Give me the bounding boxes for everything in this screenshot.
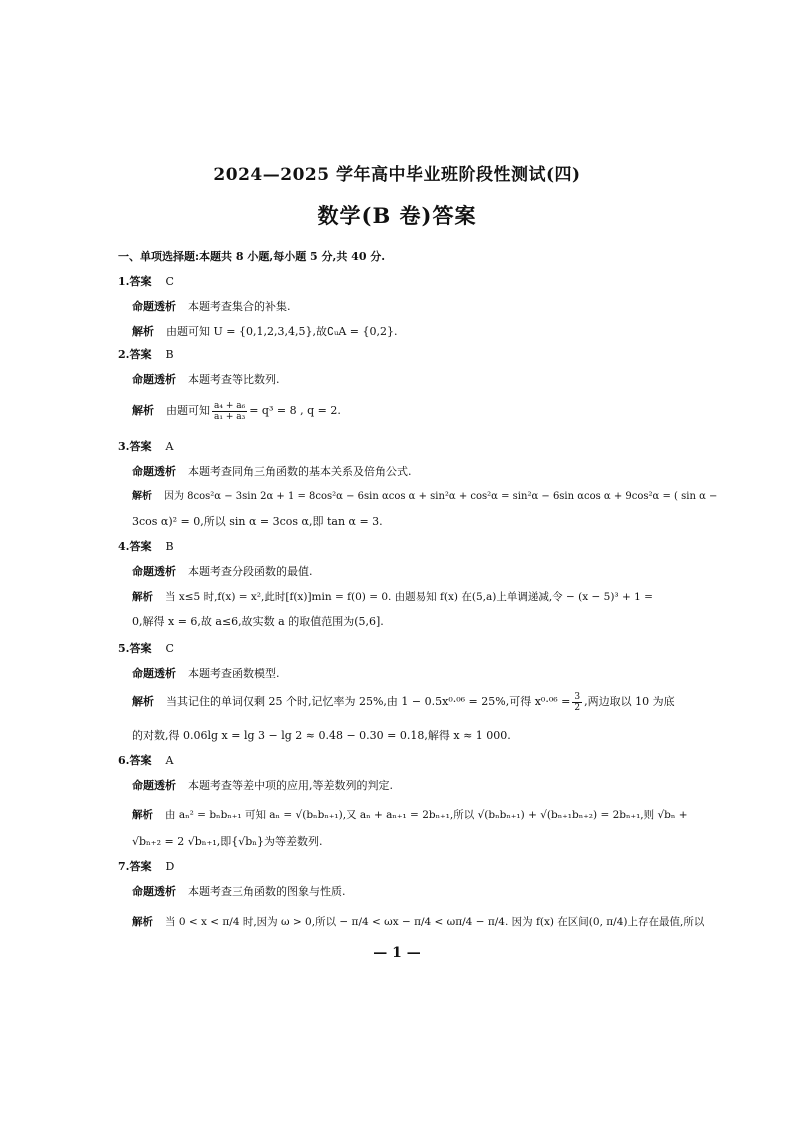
- answer-letter: A: [165, 754, 174, 767]
- analysis-text: 本题考查等差中项的应用,等差数列的判定.: [188, 779, 393, 792]
- question-1-answer: [118, 275, 174, 289]
- answer-letter: C: [165, 642, 174, 655]
- question-number: 1.: [118, 275, 130, 288]
- question-2-answer: [118, 348, 174, 362]
- answer-letter: C: [165, 275, 174, 288]
- analysis-text: 本题考查等比数列.: [188, 373, 280, 386]
- question-4-answer: [118, 540, 174, 554]
- question-5-solution-line-1: [132, 690, 675, 714]
- section-heading: 一、单项选择题:本题共 8 小题,每小题 5 分,共 40 分.: [118, 250, 386, 263]
- question-1-solution: [132, 325, 397, 339]
- question-3-solution-line-1: [132, 490, 717, 504]
- solution-text: 因为 8cos²α − 3sin 2α + 1 = 8cos²α − 6sin αcos α + sin²α + cos²α = sin²α − 6sin αcos α + 9cos²α = ( sin α −: [164, 491, 718, 502]
- solution-text: 由 aₙ² = bₙbₙ₊₁ 可知 aₙ = √(bₙbₙ₊₁),又 aₙ + aₙ₊₁ = 2bₙ₊₁,所以 √(bₙbₙ₊₁) + √(bₙ₊₁bₙ₊₂) = 2bₙ₊₁,则 √bₙ +: [165, 809, 688, 821]
- answer-label: 答案: [129, 754, 152, 767]
- question-number: 2.: [118, 348, 130, 361]
- fraction-denominator: 2: [574, 702, 581, 713]
- question-number: 7.: [118, 860, 130, 873]
- answer-letter: A: [165, 440, 174, 453]
- analysis-label: 命题透析: [132, 779, 176, 792]
- analysis-text: 本题考查分段函数的最值.: [188, 565, 313, 578]
- answer-letter: D: [165, 860, 175, 873]
- solution-label: 解析: [132, 916, 153, 928]
- question-2-analysis: [132, 373, 280, 387]
- question-5-answer: [118, 642, 174, 656]
- answer-label: 答案: [129, 860, 152, 873]
- solution-label: 解析: [132, 695, 154, 708]
- fraction-numerator: 3: [574, 691, 581, 702]
- solution-text-post: = q³ = 8 , q = 2.: [249, 404, 341, 417]
- answer-label: 答案: [129, 348, 152, 361]
- question-4-analysis: [132, 565, 313, 579]
- fraction: [212, 401, 247, 422]
- analysis-label: 命题透析: [132, 300, 176, 313]
- answer-label: 答案: [129, 440, 152, 453]
- question-1-analysis: [132, 300, 291, 314]
- question-7-answer: [118, 860, 174, 874]
- solution-text-pre: 由题可知: [166, 404, 210, 417]
- answer-letter: B: [165, 348, 174, 361]
- solution-label: 解析: [132, 809, 153, 821]
- solution-text-pre: 当其记住的单词仅剩 25 个时,记忆率为 25%,由 1 − 0.5x⁰·⁰⁶ = 25%,可得 x⁰·⁰⁶ =: [166, 695, 571, 708]
- question-7-solution-line-1: [132, 915, 704, 929]
- answer-label: 答案: [129, 275, 152, 288]
- solution-label: 解析: [132, 491, 152, 502]
- question-6-solution-line-2: √bₙ₊₂ = 2 √bₙ₊₁,即{√bₙ}为等差数列.: [132, 835, 323, 848]
- question-3-analysis: [132, 465, 412, 479]
- fraction-numerator: a₄ + a₆: [214, 400, 246, 411]
- question-number: 5.: [118, 642, 130, 655]
- analysis-text: 本题考查函数模型.: [188, 667, 280, 680]
- fraction-denominator: a₁ + a₃: [214, 411, 246, 422]
- analysis-label: 命题透析: [132, 885, 176, 898]
- analysis-text: 本题考查集合的补集.: [188, 300, 291, 313]
- analysis-label: 命题透析: [132, 373, 176, 386]
- exam-title: 2024—2025 学年高中毕业班阶段性测试(四): [213, 165, 581, 185]
- question-6-solution-line-1: [132, 808, 688, 822]
- question-4-solution-line-1: [132, 590, 653, 604]
- analysis-text: 本题考查三角函数的图象与性质.: [188, 885, 346, 898]
- answer-label: 答案: [129, 642, 152, 655]
- exam-subtitle: 数学(B 卷)答案: [317, 203, 477, 228]
- answer-label: 答案: [129, 540, 152, 553]
- solution-label: 解析: [132, 325, 154, 338]
- question-3-solution-line-2: 3cos α)² = 0,所以 sin α = 3cos α,即 tan α = 3.: [132, 515, 383, 528]
- solution-text-post: ,两边取以 10 为底: [584, 695, 675, 708]
- answer-letter: B: [165, 540, 174, 553]
- question-5-analysis: [132, 667, 280, 681]
- question-number: 4.: [118, 540, 130, 553]
- question-number: 6.: [118, 754, 130, 767]
- question-2-solution: [132, 399, 341, 423]
- page-number: — 1 —: [373, 945, 421, 961]
- analysis-label: 命题透析: [132, 667, 176, 680]
- solution-text: 当 x≤5 时,f(x) = x²,此时[f(x)]min = f(0) = 0. 由题易知 f(x) 在(5,a)上单调递减,令 − (x − 5)³ + 1 =: [165, 591, 653, 603]
- fraction: [572, 692, 582, 713]
- analysis-label: 命题透析: [132, 565, 176, 578]
- question-4-solution-line-2: 0,解得 x = 6,故 a≤6,故实数 a 的取值范围为(5,6].: [132, 615, 384, 628]
- solution-label: 解析: [132, 591, 153, 603]
- question-7-analysis: [132, 885, 346, 899]
- question-6-analysis: [132, 779, 393, 793]
- question-number: 3.: [118, 440, 130, 453]
- solution-text: 由题可知 U = {0,1,2,3,4,5},故∁ᵤA = {0,2}.: [166, 325, 398, 338]
- solution-label: 解析: [132, 404, 154, 417]
- question-3-answer: [118, 440, 173, 454]
- question-6-answer: [118, 754, 173, 768]
- analysis-text: 本题考查同角三角函数的基本关系及倍角公式.: [188, 465, 412, 478]
- question-5-solution-line-2: 的对数,得 0.06lg x = lg 3 − lg 2 ≈ 0.48 − 0.30 = 0.18,解得 x ≈ 1 000.: [132, 729, 511, 742]
- solution-text: 当 0 < x < π/4 时,因为 ω > 0,所以 − π/4 < ωx − π/4 < ωπ/4 − π/4. 因为 f(x) 在区间(0, π/4)上存在最值,所以: [165, 916, 705, 928]
- analysis-label: 命题透析: [132, 465, 176, 478]
